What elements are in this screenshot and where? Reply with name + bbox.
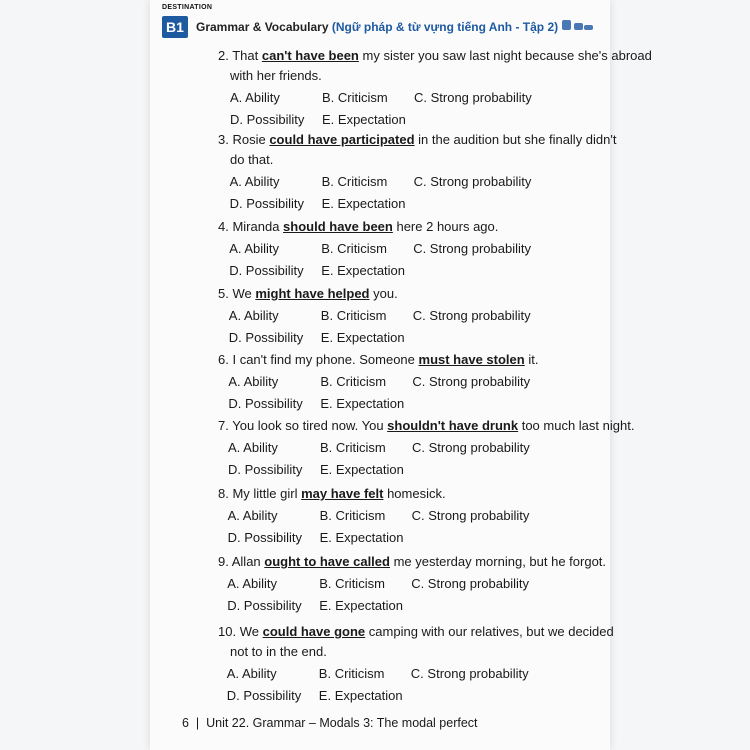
- highlighted-modal: should have been: [283, 219, 393, 234]
- question-text: [218, 624, 614, 639]
- highlighted-modal: must have stolen: [418, 352, 525, 367]
- question-number: 2.: [218, 48, 229, 63]
- question-number: 9.: [218, 554, 229, 569]
- question-number: 7.: [218, 418, 229, 433]
- question-number: 4.: [218, 219, 229, 234]
- answer-option[interactable]: B. Criticism: [320, 440, 386, 455]
- level-badge: B1: [162, 16, 188, 38]
- question-text: [218, 554, 606, 569]
- answer-option[interactable]: C. Strong probability: [413, 241, 531, 256]
- header-decoration-icon: [584, 25, 593, 30]
- answer-option[interactable]: C. Strong probability: [410, 666, 529, 681]
- question-number: 5.: [218, 286, 229, 301]
- answer-option[interactable]: E. Expectation: [320, 330, 405, 345]
- answer-option[interactable]: E. Expectation: [321, 196, 406, 211]
- question-text-after: it.: [524, 352, 539, 367]
- answer-option[interactable]: D. Possibility: [226, 688, 302, 703]
- question-text-after: camping with our relatives, but we decided: [365, 624, 614, 639]
- answer-option[interactable]: C. Strong probability: [414, 90, 532, 105]
- answer-option[interactable]: A. Ability: [229, 241, 280, 256]
- answer-option[interactable]: A. Ability: [230, 90, 280, 105]
- question-text-continued: do that.: [230, 152, 274, 167]
- answer-option[interactable]: B. Criticism: [320, 308, 387, 323]
- header-decoration-icon: [562, 20, 571, 30]
- question-text-before: That: [232, 48, 262, 63]
- answer-option[interactable]: E. Expectation: [320, 396, 405, 411]
- question-text-before: We: [239, 624, 263, 639]
- highlighted-modal: may have felt: [301, 486, 384, 501]
- page-footer: [182, 716, 478, 730]
- highlighted-modal: could have gone: [262, 624, 366, 639]
- question-text-before: Allan: [231, 554, 265, 569]
- answer-option[interactable]: B. Criticism: [321, 241, 387, 256]
- answer-option[interactable]: D. Possibility: [228, 396, 303, 411]
- answer-option[interactable]: A. Ability: [228, 374, 279, 389]
- answer-option[interactable]: C. Strong probability: [412, 440, 530, 455]
- answer-option[interactable]: C. Strong probability: [411, 508, 530, 523]
- answer-option[interactable]: A. Ability: [228, 440, 278, 455]
- question-text-before: I can't find my phone. Someone: [232, 352, 419, 367]
- answer-option[interactable]: C. Strong probability: [411, 576, 529, 591]
- highlighted-modal: might have helped: [255, 286, 370, 301]
- question-number: 10.: [218, 624, 237, 639]
- highlighted-modal: ought to have called: [264, 554, 390, 569]
- answer-option[interactable]: D. Possibility: [228, 462, 303, 477]
- answer-option[interactable]: D. Possibility: [227, 598, 302, 613]
- answer-option[interactable]: D. Possibility: [229, 196, 305, 211]
- highlighted-modal: can't have been: [261, 48, 359, 63]
- answer-option[interactable]: E. Expectation: [318, 688, 403, 703]
- answer-option[interactable]: D. Possibility: [229, 263, 304, 278]
- answer-option[interactable]: C. Strong probability: [412, 308, 531, 323]
- highlighted-modal: shouldn't have drunk: [387, 418, 519, 433]
- answer-option[interactable]: E. Expectation: [319, 530, 404, 545]
- answer-option[interactable]: C. Strong probability: [412, 374, 531, 389]
- highlighted-modal: could have participated: [269, 132, 415, 147]
- question-text-continued: not to in the end.: [230, 644, 327, 659]
- question-text-after: in the audition but she finally didn't: [414, 132, 617, 147]
- page-header: [150, 0, 610, 42]
- question-number: 6.: [218, 352, 229, 367]
- answer-option[interactable]: B. Criticism: [319, 576, 385, 591]
- header-title: [196, 20, 558, 34]
- question-text-before: We: [232, 286, 256, 301]
- answer-option[interactable]: B. Criticism: [318, 666, 385, 681]
- answer-option[interactable]: B. Criticism: [322, 90, 388, 105]
- answer-option[interactable]: E. Expectation: [322, 112, 406, 127]
- answer-option[interactable]: D. Possibility: [227, 530, 303, 545]
- header-decoration-icon: [574, 23, 583, 30]
- answer-option[interactable]: B. Criticism: [321, 174, 388, 189]
- brand-label: DESTINATION: [162, 4, 213, 11]
- question-text: [218, 286, 398, 301]
- question-number: 3.: [218, 132, 229, 147]
- question-text-before: You look so tired now. You: [232, 418, 388, 433]
- answer-option[interactable]: A. Ability: [226, 666, 277, 681]
- question-text: [218, 219, 498, 234]
- answer-option[interactable]: A. Ability: [228, 308, 279, 323]
- question-text-after: you.: [369, 286, 398, 301]
- question-text-after: me yesterday morning, but he forgot.: [389, 554, 607, 569]
- header-title-main: Grammar & Vocabulary: [196, 20, 329, 34]
- answer-option[interactable]: D. Possibility: [228, 330, 304, 345]
- page-number: 6: [182, 716, 189, 730]
- question-text-after: my sister you saw last night because she's abroad: [358, 48, 652, 63]
- question-text-after: too much last night.: [518, 418, 635, 433]
- question-text: [218, 48, 652, 63]
- question-text: [218, 352, 538, 367]
- header-title-sub: (Ngữ pháp & từ vựng tiếng Anh - Tập 2): [331, 20, 559, 34]
- question-text: [218, 418, 634, 433]
- answer-option[interactable]: E. Expectation: [321, 263, 406, 278]
- answer-option[interactable]: D. Possibility: [230, 112, 305, 127]
- question-text-after: here 2 hours ago.: [392, 219, 499, 234]
- question-text-before: Miranda: [232, 219, 284, 234]
- question-text-before: Rosie: [232, 132, 270, 147]
- answer-option[interactable]: A. Ability: [227, 508, 278, 523]
- question-number: 8.: [218, 486, 229, 501]
- footer-separator: |: [195, 716, 200, 730]
- book-page: [150, 0, 652, 750]
- answer-option[interactable]: A. Ability: [227, 576, 278, 591]
- answer-option[interactable]: C. Strong probability: [413, 174, 532, 189]
- question-text-after: homesick.: [383, 486, 446, 501]
- answer-option[interactable]: A. Ability: [229, 174, 280, 189]
- answer-option[interactable]: E. Expectation: [319, 598, 404, 613]
- answer-option[interactable]: B. Criticism: [320, 374, 387, 389]
- question-text-continued: with her friends.: [230, 68, 322, 83]
- question-text-before: My little girl: [232, 486, 302, 501]
- answer-option[interactable]: B. Criticism: [319, 508, 386, 523]
- answer-option[interactable]: E. Expectation: [320, 462, 404, 477]
- unit-title: Unit 22. Grammar – Modals 3: The modal perfect: [206, 716, 478, 730]
- question-text: [218, 486, 446, 501]
- question-text: [218, 132, 616, 147]
